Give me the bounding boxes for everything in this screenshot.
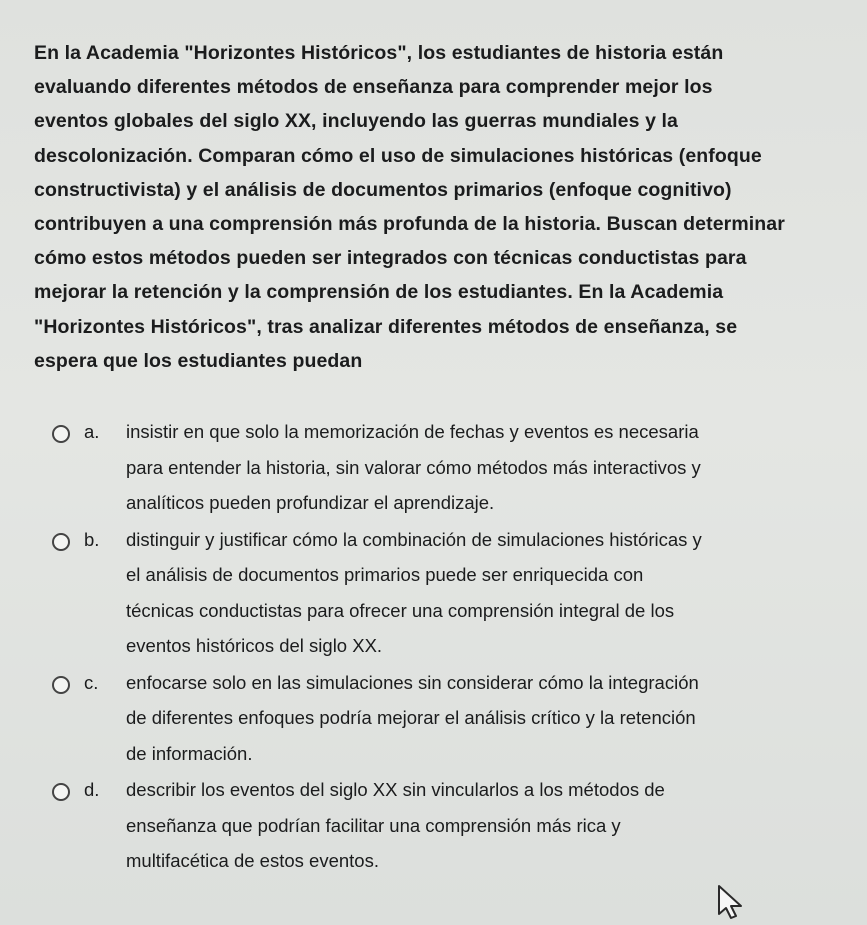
option-b-radio[interactable] (52, 533, 70, 551)
option-c-radio[interactable] (52, 676, 70, 694)
option-a-letter: a. (84, 421, 100, 442)
option-d-text: describir los eventos del siglo XX sin vincularlos a los métodos de enseñanza que podrían facilitar una comprensión más rica y multifacética de estos eventos. (126, 779, 665, 871)
option-a[interactable] (52, 420, 842, 521)
question-text: En la Academia "Horizontes Históricos", los estudiantes de historia están evaluando diferentes métodos de enseñanza para comprender mejor los eventos globales del siglo XX, incluyendo las guerras mundiales y la descolonización. Comparan cómo el uso de simulaciones históricas (enfoque constructivista) y el análisis de documentos primarios (enfoque cognitivo) contribuyen a una comprensión más profunda de la historia. Buscan determinar cómo estos métodos pueden ser integrados con técnicas conductistas para mejorar la retención y la comprensión de los estudiantes. En la Academia "Horizontes Históricos", tras analizar diferentes métodos de enseñanza, se espera que los estudiantes puedan (34, 42, 785, 372)
option-b[interactable] (52, 528, 842, 664)
answer-options (52, 420, 842, 886)
option-a-radio[interactable] (52, 425, 70, 443)
option-c[interactable] (52, 671, 842, 772)
option-d-radio[interactable] (52, 783, 70, 801)
option-d-letter: d. (84, 779, 100, 800)
option-c-text: enfocarse solo en las simulaciones sin considerar cómo la integración de diferentes enfoques podría mejorar el análisis crítico y la retención de información. (126, 671, 699, 764)
option-b-letter: b. (84, 528, 100, 550)
option-d[interactable] (52, 778, 842, 879)
mouse-pointer-icon (716, 884, 746, 920)
option-b-text: distinguir y justificar cómo la combinación de simulaciones históricas y el análisis de documentos primarios puede ser enriquecida con técnicas conductistas para ofrecer una comprensión integral de los eventos históricos del siglo XX. (126, 528, 702, 656)
option-c-letter: c. (84, 671, 99, 693)
option-a-text: insistir en que solo la memorización de fechas y eventos es necesaria para entender la historia, sin valorar cómo métodos más interactivos y analíticos pueden profundizar el aprendizaje. (126, 421, 701, 513)
